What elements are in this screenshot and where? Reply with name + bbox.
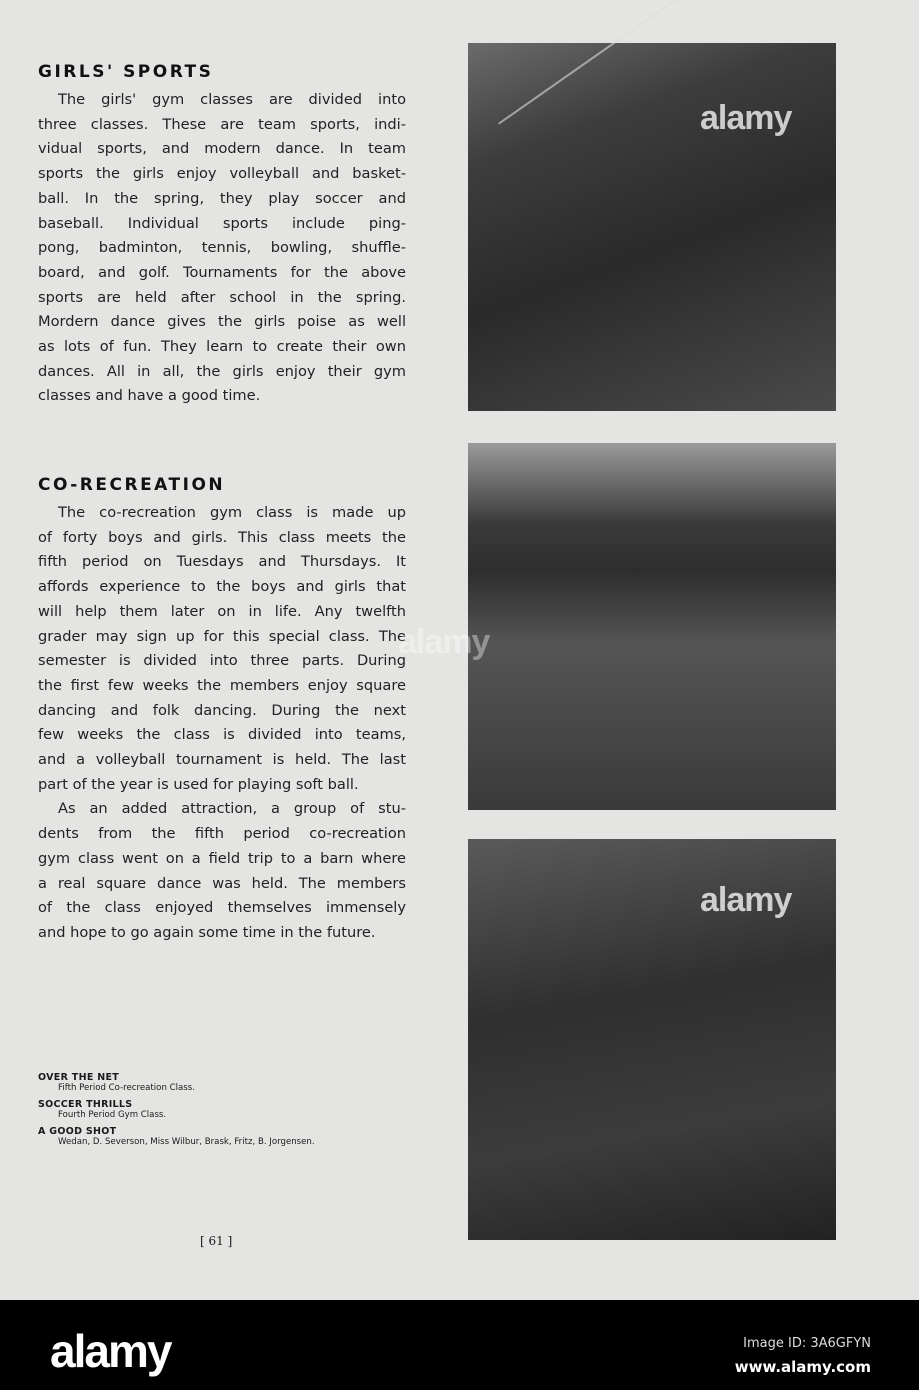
text-line: grader may sign up for this special class. The bbox=[38, 627, 406, 645]
caption-title: SOCCER THRILLS bbox=[38, 1099, 133, 1110]
text-line: sports are held after school in the spring. bbox=[38, 288, 406, 306]
text-line: dancing and folk dancing. During the next bbox=[38, 701, 406, 719]
text-line: The girls' gym classes are divided into bbox=[58, 91, 406, 108]
caption-text: Wedan, D. Severson, Miss Wilbur, Brask, Fritz, B. Jorgensen. bbox=[58, 1137, 315, 1147]
co-recreation-heading: CO-RECREATION bbox=[38, 475, 226, 495]
photo-soccer-thrills bbox=[398, 443, 836, 810]
text-line: Mordern dance gives the girls poise as well bbox=[38, 313, 406, 331]
text-line: semester is divided into three parts. During bbox=[38, 652, 406, 670]
text-line: few weeks the class is divided into teams, bbox=[38, 726, 406, 744]
caption-title: A GOOD SHOT bbox=[38, 1126, 117, 1137]
volleyball-net bbox=[498, 0, 860, 288]
text-line: The co-recreation gym class is made up bbox=[58, 504, 406, 521]
girls-sports-section bbox=[38, 62, 406, 409]
text-line: fifth period on Tuesdays and Thursdays. It bbox=[38, 553, 406, 571]
photo-captions bbox=[38, 1072, 406, 1153]
text-line: will help them later on in life. Any twelfth bbox=[38, 602, 406, 620]
caption-text: Fourth Period Gym Class. bbox=[58, 1110, 167, 1120]
footer-banner bbox=[0, 1300, 919, 1390]
co-recreation-body bbox=[38, 501, 406, 946]
text-line: of the class enjoyed themselves immensely bbox=[38, 899, 406, 917]
watermark: alamy bbox=[700, 881, 792, 919]
photo-over-the-net bbox=[468, 43, 836, 411]
text-line: and hope to go again some time in the future. bbox=[38, 923, 376, 941]
watermark: alamy bbox=[700, 99, 792, 137]
page-number: [ 61 ] bbox=[200, 1234, 233, 1248]
text-line: and a volleyball tournament is held. The last bbox=[38, 751, 406, 769]
text-line: dents from the fifth period co-recreation bbox=[38, 825, 406, 843]
text-line: sports the girls enjoy volleyball and basket- bbox=[38, 165, 406, 183]
text-line: vidual sports, and modern dance. In team bbox=[38, 140, 406, 158]
photo-a-good-shot bbox=[468, 839, 836, 1240]
girls-sports-body bbox=[38, 88, 406, 409]
caption-text: Fifth Period Co-recreation Class. bbox=[58, 1083, 195, 1093]
text-line: ball. In the spring, they play soccer and bbox=[38, 189, 406, 207]
text-line: baseball. Individual sports include ping- bbox=[38, 214, 406, 232]
site-url: www.alamy.com bbox=[734, 1358, 871, 1376]
text-line: affords experience to the boys and girls that bbox=[38, 578, 406, 596]
watermark: alamy bbox=[398, 623, 490, 661]
text-line: classes and have a good time. bbox=[38, 387, 261, 405]
text-line: a real square dance was held. The members bbox=[38, 874, 406, 892]
text-line: three classes. These are team sports, indi- bbox=[38, 115, 406, 133]
text-line: pong, badminton, tennis, bowling, shuffle- bbox=[38, 239, 406, 257]
text-line: of forty boys and girls. This class meets the bbox=[38, 528, 406, 546]
alamy-logo: alamy bbox=[50, 1325, 171, 1377]
text-line: as lots of fun. They learn to create their own bbox=[38, 338, 406, 356]
co-recreation-section bbox=[38, 475, 406, 946]
image-id: Image ID: 3A6GFYN bbox=[743, 1336, 871, 1351]
text-line: As an added attraction, a group of stu- bbox=[58, 800, 406, 818]
text-line: the first few weeks the members enjoy square bbox=[38, 676, 406, 694]
caption-title: OVER THE NET bbox=[38, 1072, 120, 1083]
text-line: board, and golf. Tournaments for the above bbox=[38, 263, 406, 281]
text-line: gym class went on a field trip to a barn where bbox=[38, 849, 406, 867]
text-line: part of the year is used for playing soft ball. bbox=[38, 775, 359, 793]
girls-sports-heading: GIRLS' SPORTS bbox=[38, 62, 214, 82]
text-line: dances. All in all, the girls enjoy their gym bbox=[38, 362, 406, 380]
